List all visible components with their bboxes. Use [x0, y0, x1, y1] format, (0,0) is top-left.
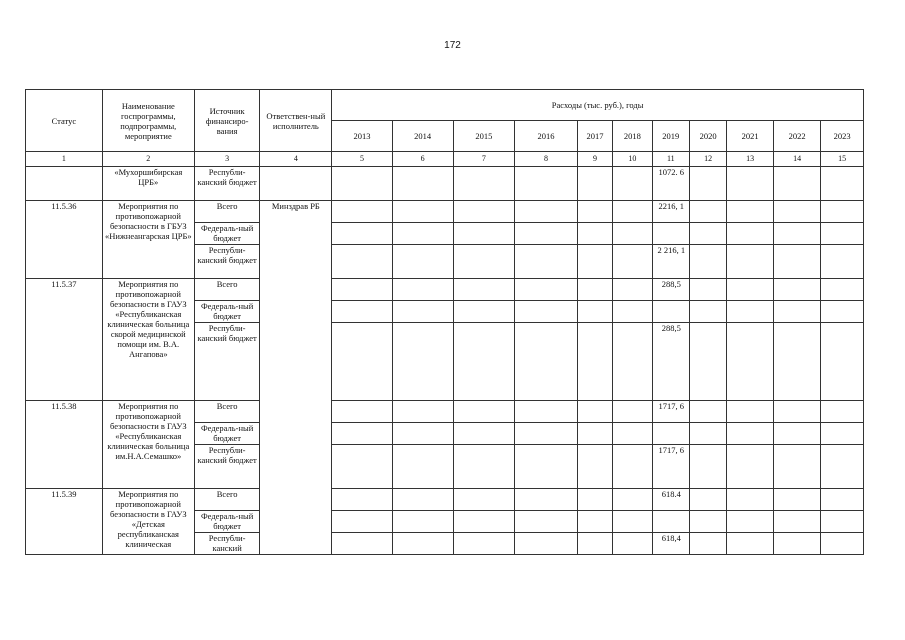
source-cell: Всего — [194, 279, 260, 301]
year-2023: 2023 — [821, 121, 864, 152]
col-number: 10 — [613, 152, 652, 167]
table-row — [26, 201, 864, 223]
value-2019: 2216, 1 — [652, 201, 689, 223]
year-2020: 2020 — [689, 121, 726, 152]
col-number: 6 — [392, 152, 453, 167]
year-2019: 2019 — [652, 121, 689, 152]
source-cell: Всего — [194, 401, 260, 423]
status-cell: 11.5.39 — [26, 489, 103, 555]
value-2019: 288,5 — [652, 279, 689, 301]
col-number: 7 — [453, 152, 515, 167]
col-number: 8 — [515, 152, 578, 167]
col-number: 14 — [773, 152, 821, 167]
status-cell: 11.5.38 — [26, 401, 103, 489]
page-number: 172 — [444, 40, 461, 51]
source-cell: Федераль-ный бюджет — [194, 511, 260, 533]
value-2019: 1717, 6 — [652, 401, 689, 423]
col-number: 12 — [689, 152, 726, 167]
header-expenses: Расходы (тыс. руб.), годы — [332, 90, 864, 121]
source-cell: Республи-канский — [194, 533, 260, 555]
table-row — [26, 167, 864, 201]
value-2019: 1717, 6 — [652, 445, 689, 489]
year-2017: 2017 — [577, 121, 612, 152]
col-number: 3 — [194, 152, 260, 167]
expenditure-table — [25, 89, 864, 555]
col-number: 13 — [727, 152, 773, 167]
col-number: 1 — [26, 152, 103, 167]
source-cell: Республи-канский бюджет — [194, 245, 260, 279]
value-2019: 2 216, 1 — [652, 245, 689, 279]
year-2015: 2015 — [453, 121, 515, 152]
header-name: Наименование госпрограммы, подпрограммы, мероприятие — [102, 90, 194, 152]
col-number: 2 — [102, 152, 194, 167]
col-number: 5 — [332, 152, 393, 167]
year-2018: 2018 — [613, 121, 652, 152]
year-2021: 2021 — [727, 121, 773, 152]
table-row — [26, 401, 864, 423]
header-source: Источник финансиро-вания — [194, 90, 260, 152]
status-cell: 11.5.36 — [26, 201, 103, 279]
measure-name: Мероприятия по противопожарной безопасности в ГАУЗ «Республиканская клиническая больница скорой медицинской помощи им. В.А. Ангапова» — [102, 279, 194, 401]
source-cell: Республи-канский бюджет — [194, 167, 260, 201]
status-cell — [26, 167, 103, 201]
value-2019: 618.4 — [652, 489, 689, 511]
status-cell: 11.5.37 — [26, 279, 103, 401]
col-number: 11 — [652, 152, 689, 167]
measure-name: Мероприятия по противопожарной безопасности в ГБУЗ «Нижнеангарская ЦРБ» — [102, 201, 194, 279]
value-2019: 1072. 6 — [652, 167, 689, 201]
source-cell: Республи-канский бюджет — [194, 323, 260, 401]
year-2014: 2014 — [392, 121, 453, 152]
col-number: 9 — [577, 152, 612, 167]
col-number: 4 — [260, 152, 332, 167]
year-2022: 2022 — [773, 121, 821, 152]
value-2019: 618,4 — [652, 533, 689, 555]
column-number-row — [26, 152, 864, 167]
table-row — [26, 489, 864, 511]
executor-cell: Минздрав РБ — [260, 201, 332, 555]
executor-cell — [260, 167, 332, 201]
measure-name: Мероприятия по противопожарной безопасности в ГАУЗ «Республиканская клиническая больница им.Н.А.Семашко» — [102, 401, 194, 489]
value-2019: 288,5 — [652, 323, 689, 401]
year-2016: 2016 — [515, 121, 578, 152]
measure-name: Мероприятия по противопожарной безопасности в ГАУЗ «Детская республиканская клиническая — [102, 489, 194, 555]
source-cell: Федераль-ный бюджет — [194, 301, 260, 323]
col-number: 15 — [821, 152, 864, 167]
header-executor: Ответствен-ный исполнитель — [260, 90, 332, 152]
measure-name: «Мухоршибирская ЦРБ» — [102, 167, 194, 201]
header-status: Статус — [26, 90, 103, 152]
source-cell: Федераль-ный бюджет — [194, 223, 260, 245]
year-2013: 2013 — [332, 121, 393, 152]
source-cell: Федераль-ный бюджет — [194, 423, 260, 445]
source-cell: Республи-канский бюджет — [194, 445, 260, 489]
source-cell: Всего — [194, 489, 260, 511]
table-row — [26, 279, 864, 301]
source-cell: Всего — [194, 201, 260, 223]
